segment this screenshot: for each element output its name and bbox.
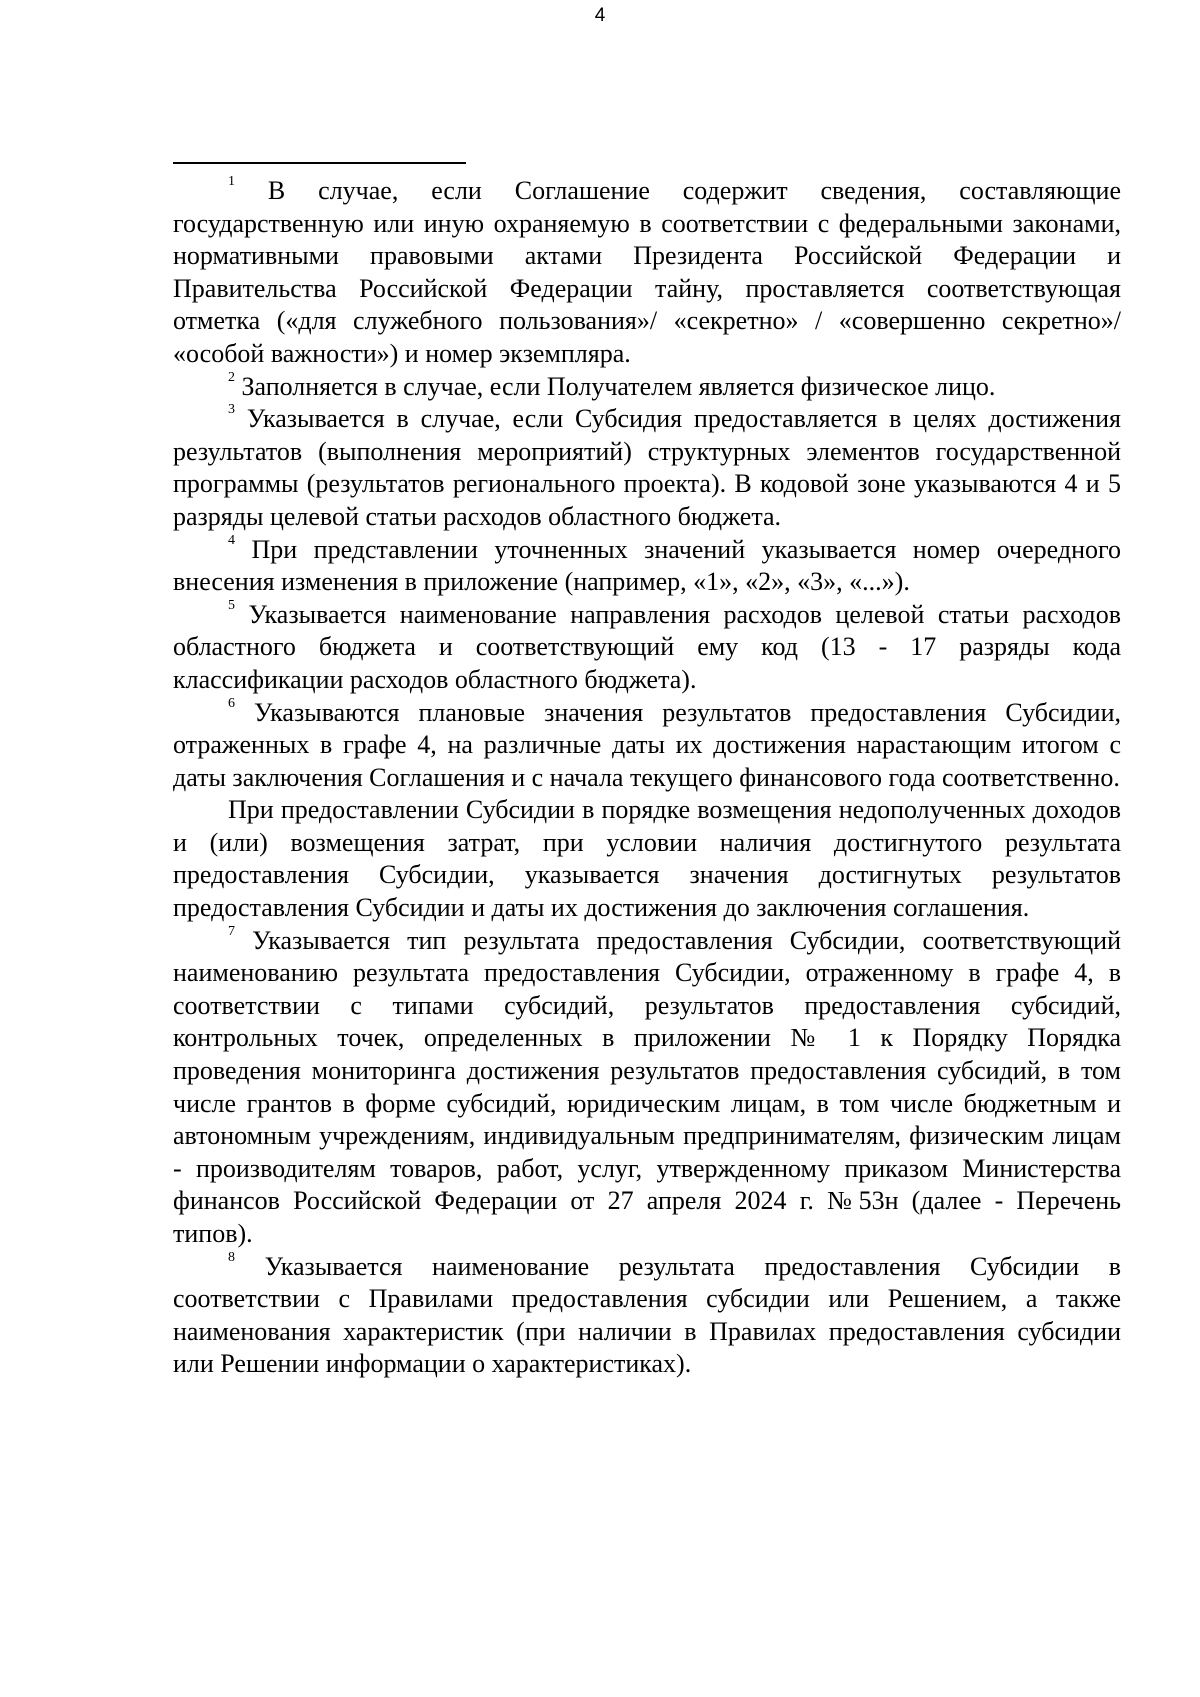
footnote-text: При представлении уточненных значений указывается номер очередного внесения изменения в приложение (например, «1», «2», «3», «...»).	[173, 534, 1121, 597]
footnote-mark: 3	[228, 402, 235, 418]
footnote-text: Заполняется в случае, если Получателем является физическое лицо.	[241, 371, 996, 401]
footnote-text: Указывается тип результата предоставления Субсидии, соответствующий наименованию результата предоставления Субсидии, отраженному в графе 4, в соответствии с типами субсидий, результатов предоставления субсидий, контрольных точек, определенных в приложении № 1 к Порядку Порядка проведения мониторинга достижения результатов предоставления субсидий, в том числе грантов в форме субсидий, юридическим лицам, в том числе бюджетным и автономным учреждениям, индивидуальным предпринимателям, физическим лицам - производителям товаров, работ, услуг, утвержденному приказом Министерства финансов Российской Федерации от 27 апреля 2024 г. №53н (далее - Перечень типов).	[173, 925, 1121, 1248]
footnote-text: В случае, если Соглашение содержит сведения, составляющие государственную или иную охраняемую в соответствии с федеральными законами, нормативными правовыми актами Президента Российской Федерации и Правительства Российской Федерации тайну, проставляется соответствующая отметка («для служебного пользования»/ «секретно» / «совершенно секретно»/ «особой важности») и номер экземпляра.	[173, 176, 1122, 368]
footnote-7	[173, 925, 1121, 1251]
footnote-6	[173, 697, 1121, 795]
footnote-mark: 8	[228, 1249, 235, 1265]
footnote-mark: 2	[228, 369, 235, 385]
footnote-mark: 4	[228, 532, 235, 548]
footnote-separator	[173, 162, 466, 164]
footnote-mark: 6	[228, 695, 235, 711]
footnote-text: Указывается наименование направления расходов целевой статьи расходов областного бюджета и соответствующий ему код (13 - 17 разряды кода классификации расходов областного бюджета).	[173, 599, 1121, 694]
footnote-text: При предоставлении Субсидии в порядке возмещения недополученных доходов и (или) возмещения затрат, при условии наличия достигнутого результата предоставления Субсидии, указывается значения достигнутых результатов предоставления Субсидии и даты их достижения до заключения соглашения.	[173, 795, 1121, 923]
footnote-5	[173, 599, 1121, 697]
footnote-3	[173, 403, 1121, 533]
footnotes-section	[173, 175, 1121, 1381]
page-number: 4	[594, 5, 606, 26]
footnote-mark: 1	[228, 174, 235, 189]
footnote-mark: 5	[228, 597, 235, 613]
footnote-2	[173, 371, 1121, 404]
footnote-text: Указывается в случае, если Субсидия предоставляется в целях достижения результатов (выполнения мероприятий) структурных элементов государственной программы (результатов регионального проекта). В кодовой зоне указываются 4 и 5 разряды целевой статьи расходов областного бюджета.	[173, 404, 1122, 531]
footnote-text: Указывается наименование результата предоставления Субсидии в соответствии с Правилами предоставления субсидии или Решением, а также наименования характеристик (при наличии в Правилах предоставления субсидии или Решении информации о характеристиках).	[173, 1251, 1121, 1379]
footnote-1	[173, 175, 1121, 371]
footnote-8	[173, 1251, 1121, 1381]
footnote-text: Указываются плановые значения результатов предоставления Субсидии, отраженных в графе 4, на различные даты их достижения нарастающим итогом с даты заключения Соглашения и с начала текущего финансового года соответственно.	[173, 697, 1122, 792]
footnote-4	[173, 534, 1121, 599]
footnote-6-continuation	[173, 794, 1121, 924]
footnote-mark: 7	[228, 923, 235, 939]
